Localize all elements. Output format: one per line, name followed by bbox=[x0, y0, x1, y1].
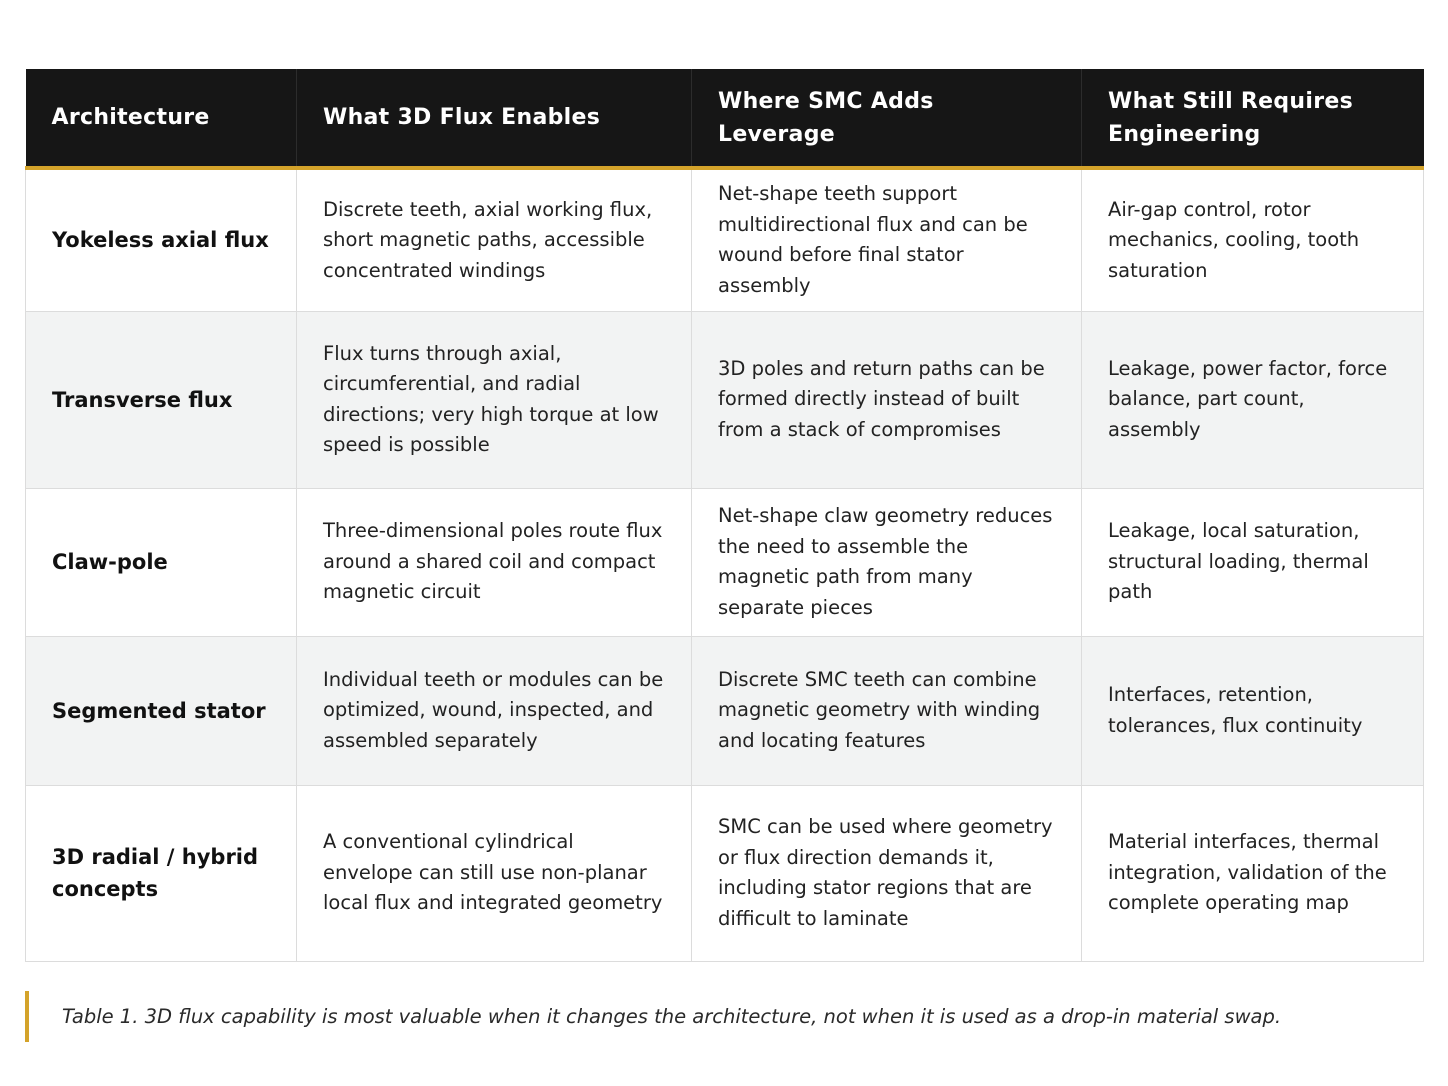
comparison-table bbox=[25, 69, 1424, 962]
table-row bbox=[26, 168, 1424, 311]
table-row bbox=[26, 488, 1424, 636]
leverage-cell: Net-shape claw geometry reduces the need to assemble the magnetic path from many separate pieces bbox=[692, 488, 1082, 636]
engineering-cell: Leakage, local saturation, structural loading, thermal path bbox=[1082, 488, 1424, 636]
header-architecture: Architecture bbox=[26, 69, 297, 168]
engineering-cell: Interfaces, retention, tolerances, flux continuity bbox=[1082, 636, 1424, 785]
leverage-cell: SMC can be used where geometry or flux direction demands it, including stator regions that are difficult to laminate bbox=[692, 785, 1082, 961]
header-still-requires-engineering: What Still Requires Engineering bbox=[1082, 69, 1424, 168]
header-smc-leverage: Where SMC Adds Leverage bbox=[692, 69, 1082, 168]
architecture-cell: Claw-pole bbox=[26, 488, 297, 636]
enables-cell: Flux turns through axial, circumferential, and radial directions; very high torque at low speed is possible bbox=[297, 311, 692, 488]
engineering-cell: Air-gap control, rotor mechanics, cooling, tooth saturation bbox=[1082, 168, 1424, 311]
architecture-cell: Segmented stator bbox=[26, 636, 297, 785]
architecture-cell: Yokeless axial flux bbox=[26, 168, 297, 311]
enables-cell: Three-dimensional poles route flux around a shared coil and compact magnetic circuit bbox=[297, 488, 692, 636]
leverage-cell: 3D poles and return paths can be formed directly instead of built from a stack of compromises bbox=[692, 311, 1082, 488]
engineering-cell: Material interfaces, thermal integration, validation of the complete operating map bbox=[1082, 785, 1424, 961]
leverage-cell: Net-shape teeth support multidirectional flux and can be wound before final stator assembly bbox=[692, 168, 1082, 311]
table-header bbox=[26, 69, 1424, 168]
table-row bbox=[26, 785, 1424, 961]
engineering-cell: Leakage, power factor, force balance, part count, assembly bbox=[1082, 311, 1424, 488]
header-row bbox=[26, 69, 1424, 168]
architecture-cell: 3D radial / hybrid concepts bbox=[26, 785, 297, 961]
table-row bbox=[26, 311, 1424, 488]
caption-text: Table 1. 3D flux capability is most valuable when it changes the architecture, not when it is used as a drop-in material swap. bbox=[62, 1005, 1282, 1028]
table-caption bbox=[25, 991, 1422, 1042]
architecture-cell: Transverse flux bbox=[26, 311, 297, 488]
enables-cell: A conventional cylindrical envelope can still use non-planar local flux and integrated geometry bbox=[297, 785, 692, 961]
table-body bbox=[26, 168, 1424, 961]
header-3d-flux-enables: What 3D Flux Enables bbox=[297, 69, 692, 168]
comparison-table-container bbox=[25, 69, 1423, 962]
enables-cell: Discrete teeth, axial working flux, short magnetic paths, accessible concentrated windings bbox=[297, 168, 692, 311]
enables-cell: Individual teeth or modules can be optimized, wound, inspected, and assembled separately bbox=[297, 636, 692, 785]
table-row bbox=[26, 636, 1424, 785]
leverage-cell: Discrete SMC teeth can combine magnetic geometry with winding and locating features bbox=[692, 636, 1082, 785]
